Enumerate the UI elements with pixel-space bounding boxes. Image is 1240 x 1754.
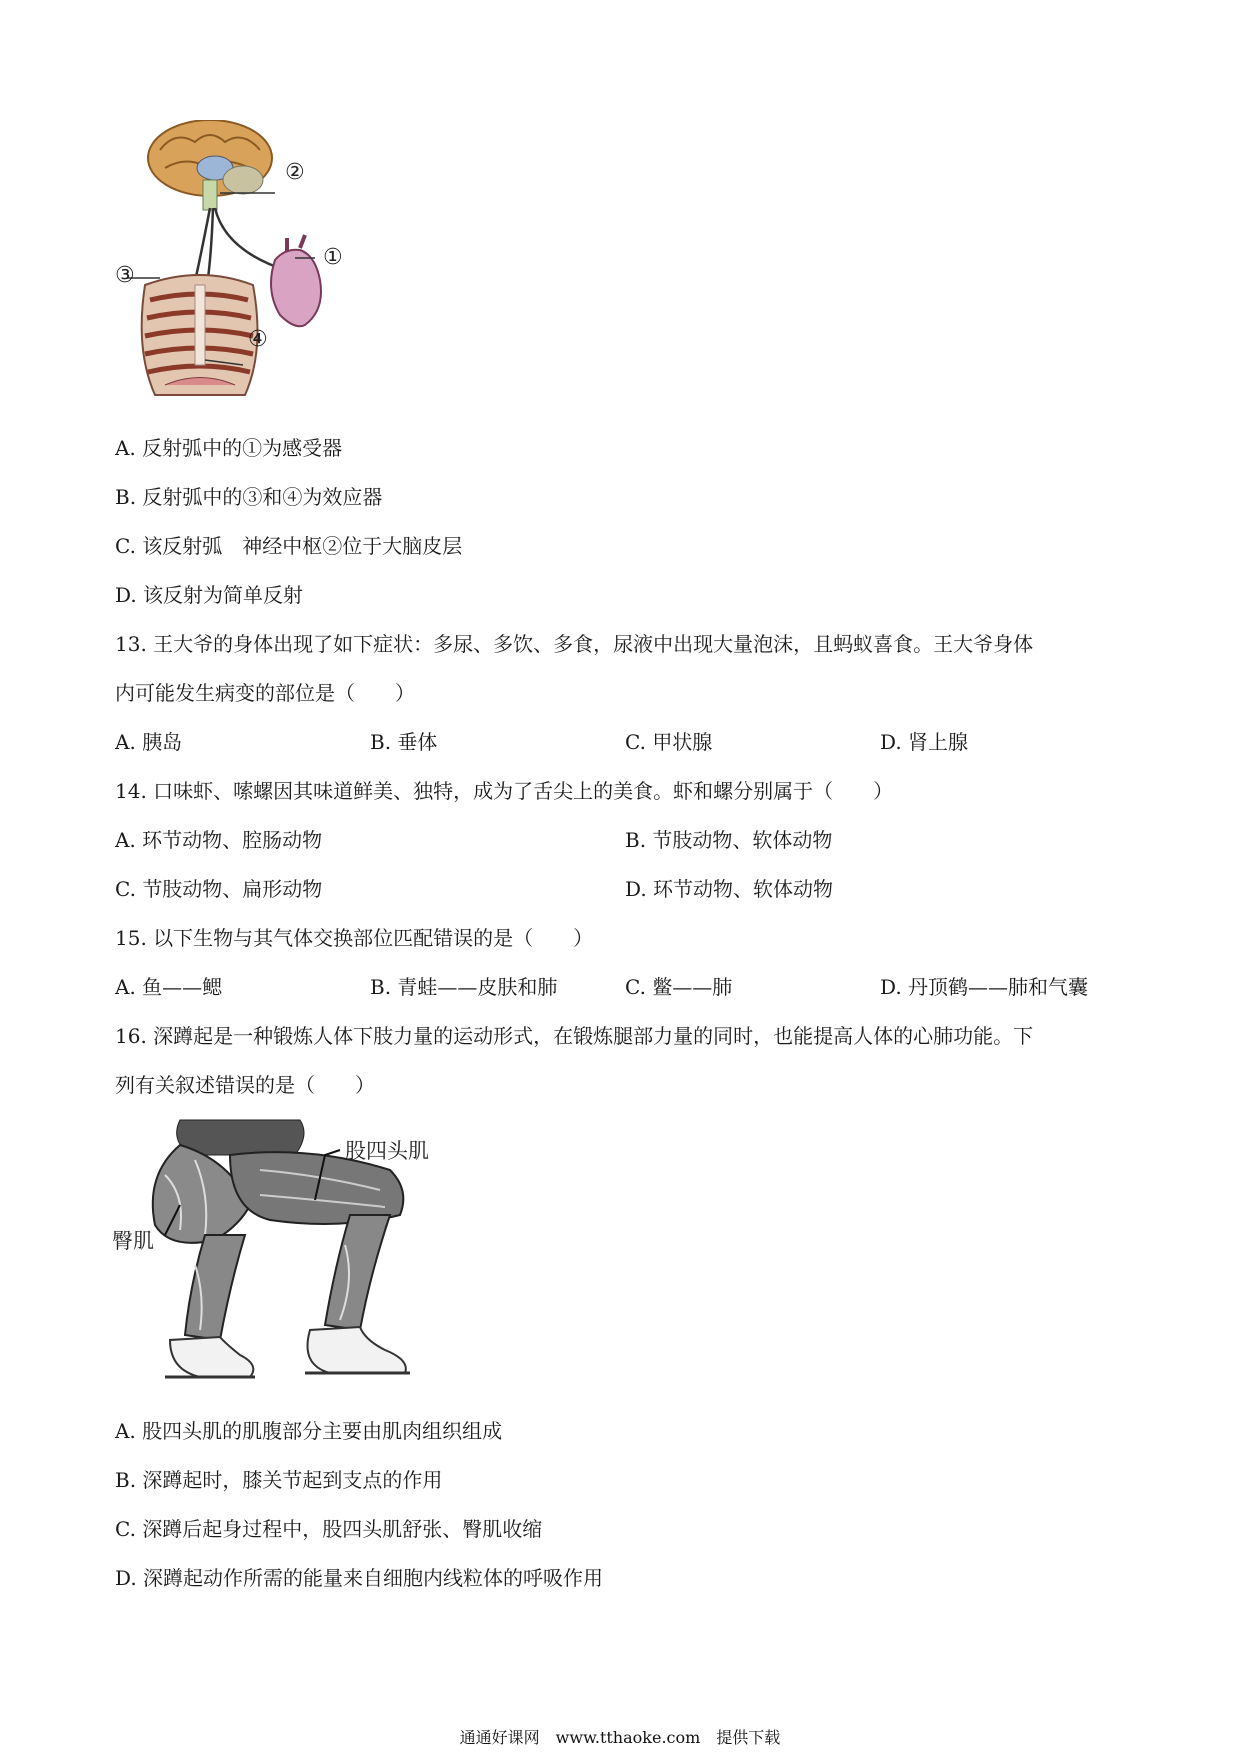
q14-stem: 14. 口味虾、嗦螺因其味道鲜美、独特，成为了舌尖上的美食。虾和螺分别属于（ ）	[115, 779, 894, 803]
option-text: 节肢动物、软体动物	[652, 828, 833, 852]
q16-option-c	[115, 1516, 542, 1542]
q14-option-d	[625, 876, 833, 902]
squat-muscle-figure	[110, 1115, 510, 1400]
label-1: ①	[323, 245, 343, 270]
q15-option-c	[625, 974, 732, 1000]
option-text: 该反射为简单反射	[143, 583, 304, 607]
q13-stem-line1: 13. 王大爷的身体出现了如下症状：多尿、多饮、多食，尿液中出现大量泡沫，且蚂蚁喜食。王大爷身体	[115, 632, 1034, 656]
q13-option-b	[370, 729, 437, 755]
q12-option-d	[115, 582, 303, 608]
option-key: B.	[370, 975, 392, 999]
option-text: 鳖——肺	[652, 975, 733, 999]
option-text: 胰岛	[142, 730, 183, 754]
q16-option-b	[115, 1467, 442, 1493]
option-text: 鱼——鳃	[142, 975, 223, 999]
option-key: A.	[115, 1419, 136, 1443]
option-text: 深蹲起时，膝关节起到支点的作用	[142, 1468, 443, 1492]
option-key: A.	[115, 828, 136, 852]
option-key: C.	[625, 730, 646, 754]
label-4: ④	[248, 327, 268, 352]
option-key: D.	[115, 583, 137, 607]
q12-option-c	[115, 533, 462, 559]
option-key: A.	[115, 975, 136, 999]
option-key: C.	[115, 877, 136, 901]
option-text: 反射弧中的①为感受器	[142, 436, 343, 460]
gluteus-label: 臀肌	[112, 1229, 154, 1253]
q15-stem: 15. 以下生物与其气体交换部位匹配错误的是（ ）	[115, 926, 594, 950]
squat-illustration	[110, 1115, 510, 1400]
option-key: D.	[880, 730, 902, 754]
option-key: C.	[625, 975, 646, 999]
quadriceps-label: 股四头肌	[345, 1139, 429, 1163]
option-text: 环节动物、软体动物	[653, 877, 834, 901]
q15-option-d	[880, 974, 1088, 1000]
option-key: D.	[880, 975, 902, 999]
q13-stem-line2: 内可能发生病变的部位是（ ）	[115, 681, 415, 705]
option-text: 环节动物、腔肠动物	[142, 828, 323, 852]
option-key: A.	[115, 436, 136, 460]
option-key: B.	[115, 1468, 137, 1492]
option-key: B.	[625, 828, 647, 852]
option-key: C.	[115, 534, 136, 558]
q15-option-a	[115, 974, 222, 1000]
q12-option-b	[115, 484, 382, 510]
q13-option-c	[625, 729, 712, 755]
q15-option-b	[370, 974, 557, 1000]
option-text: 节肢动物、扁形动物	[142, 877, 323, 901]
q13-option-d	[880, 729, 968, 755]
option-key: C.	[115, 1517, 136, 1541]
q16-stem-line2: 列有关叙述错误的是（ ）	[115, 1073, 375, 1097]
reflex-arc-figure	[115, 120, 395, 405]
option-key: B.	[115, 485, 137, 509]
q14-option-b	[625, 827, 832, 853]
option-text: 深蹲起动作所需的能量来自细胞内线粒体的呼吸作用	[143, 1566, 604, 1590]
page-footer: 通通好课网 www.tthaoke.com 提供下载	[459, 1728, 781, 1747]
option-key: B.	[370, 730, 392, 754]
q14-option-a	[115, 827, 322, 853]
q14-option-c	[115, 876, 322, 902]
label-2: ②	[285, 160, 305, 185]
option-text: 垂体	[397, 730, 438, 754]
label-3: ③	[115, 263, 135, 288]
option-text: 肾上腺	[908, 730, 969, 754]
option-text: 股四头肌的肌腹部分主要由肌肉组织组成	[142, 1419, 503, 1443]
option-text: 甲状腺	[652, 730, 713, 754]
option-text: 深蹲后起身过程中，股四头肌舒张、臀肌收缩	[142, 1517, 543, 1541]
option-key: D.	[115, 1566, 137, 1590]
reflex-arc-illustration	[115, 120, 395, 405]
q16-option-d	[115, 1565, 603, 1591]
option-key: D.	[625, 877, 647, 901]
q16-option-a	[115, 1418, 502, 1444]
q13-option-a	[115, 729, 182, 755]
option-key: A.	[115, 730, 136, 754]
option-text: 该反射弧 神经中枢②位于大脑皮层	[142, 534, 463, 558]
q16-stem-line1: 16. 深蹲起是一种锻炼人体下肢力量的运动形式，在锻炼腿部力量的同时，也能提高人体的心肺功能。下	[115, 1024, 1034, 1048]
q12-option-a	[115, 435, 342, 461]
option-text: 丹顶鹤——肺和气囊	[908, 975, 1089, 999]
option-text: 反射弧中的③和④为效应器	[142, 485, 383, 509]
option-text: 青蛙——皮肤和肺	[397, 975, 558, 999]
